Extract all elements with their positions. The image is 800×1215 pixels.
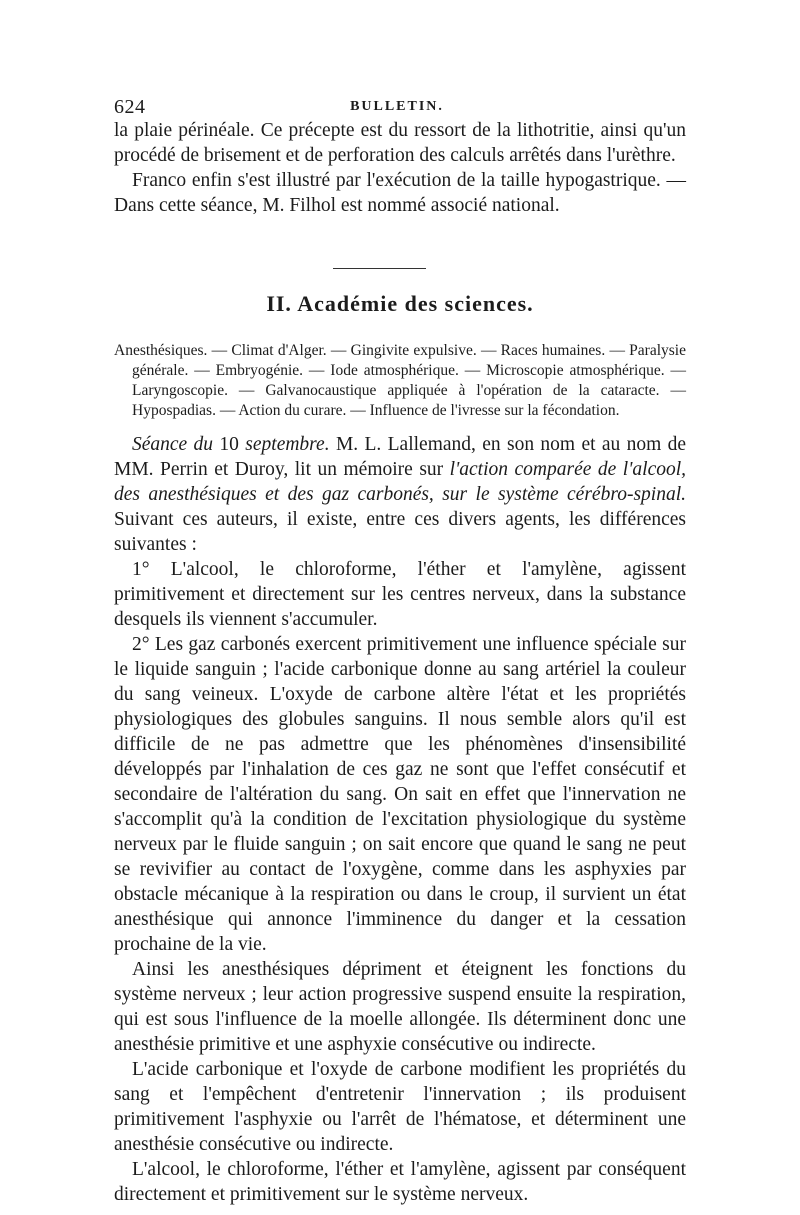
memoir-title: l'action comparée de l'alcool, des anesthésiques et des gaz carbonés, sur le système cérébro-spinal. — [114, 459, 687, 505]
main-text — [114, 432, 686, 1207]
paragraph-anesthesiques: Ainsi les anesthésiques dépriment et éteignent les fonctions du système nerveux ; leur action progressive suspend ensuite la respiration, qui est sous l'influence de la moelle allongée. Ils déterminent donc une anesthésie primitive et une asphyxie consécutive ou indirecte. — [114, 959, 686, 1055]
seance-month: septembre. — [245, 434, 330, 455]
paragraph-seance — [114, 432, 686, 557]
seance-day: 10 — [219, 434, 239, 455]
point-2: 2° Les gaz carbonés exercent primitivement une influence spéciale sur le liquide sanguin ; l'acide carbonique donne au sang artériel la couleur du sang veineux. L'oxyde de carbone altère l'état et les propriétés physiologiques des globules sanguins. Il nous semble alors qu'il est difficile de ne pas admettre que les phénomènes d'insensibilité développés par l'inhalation de ces gaz ne sont que l'effet consécutif et secondaire de l'altération du sang. On sait en effet que l'innervation ne s'accomplit qu'à la condition de l'excitation physiologique du système nerveux par le fluide sanguin ; on sait encore que quand le sang ne peut se revivifier au contact de l'oxygène, comme dans les asphyxies par obstacle mécanique à la respiration ou dans le croup, il survient un état anesthésique qui annonce l'imminence du danger et la cessation prochaine de la vie. — [114, 634, 686, 955]
seance-label: Séance du — [132, 434, 214, 455]
seance-intro-end: Suivant ces auteurs, il existe, entre ces divers agents, les différences suivantes : — [114, 509, 686, 555]
seance-intro: M. L. Lallemand, en son nom et au nom de MM. Perrin et Duroy, lit un mémoire sur — [114, 434, 687, 480]
page-number: 624 — [114, 96, 146, 118]
paragraph-alcool: L'alcool, le chloroforme, l'éther et l'amylène, agissent par conséquent directement et primitivement sur le système nerveux. — [114, 1159, 686, 1205]
summary-topics: Anesthésiques. — Climat d'Alger. — Gingivite expulsive. — Races humaines. — Paralysie générale. — Embryogénie. — Iode atmosphérique. — Microscopie atmosphérique. — Laryngoscopie. — Galvanocaustique appliquée à l'opération de la cataracte. — Hypospadias. — Action du curare. — Influence de l'ivresse sur la fécondation. — [114, 342, 686, 419]
paragraph-continuation-2: Franco enfin s'est illustré par l'exécution de la taille hypogastrique. — Dans cette séance, M. Filhol est nommé associé national. — [114, 170, 686, 216]
section-summary — [114, 341, 686, 421]
section-title: II. Académie des sciences. — [266, 291, 534, 316]
continuation-text — [114, 118, 686, 218]
section-divider — [333, 268, 426, 269]
running-title: BULLETIN. — [350, 99, 444, 114]
paragraph-continuation-1: la plaie périnéale. Ce précepte est du ressort de la lithotritie, ainsi qu'un procédé de brisement et de perforation des calculs arrêtés dans l'urèthre. — [114, 120, 686, 166]
paragraph-acide-carbonique: L'acide carbonique et l'oxyde de carbone modifient les propriétés du sang et l'empêchent d'entretenir l'innervation ; ils produisent primitivement l'asphyxie ou l'arrêt de l'hématose, et déterminent une anesthésie consécutive ou indirecte. — [114, 1059, 686, 1155]
point-1: 1° L'alcool, le chloroforme, l'éther et l'amylène, agissent primitivement et directement sur les centres nerveux, dans la substance desquels ils viennent s'accumuler. — [114, 559, 686, 630]
